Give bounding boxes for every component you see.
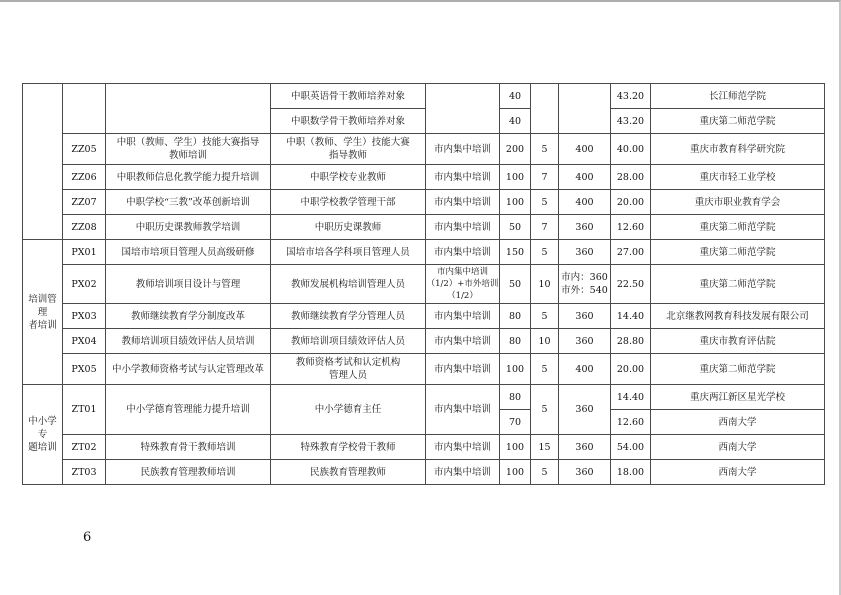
- cell-count: 100: [500, 460, 531, 485]
- cell-code: ZT02: [63, 435, 106, 460]
- table-row: [23, 329, 825, 354]
- cell-institution: 西南大学: [651, 435, 825, 460]
- cell-institution: 重庆市轻工业学校: [651, 165, 825, 190]
- table-row: [23, 84, 825, 109]
- cell-training-name: 中职（教师、学生）技能大赛指导 教师培训: [106, 134, 271, 165]
- cell-audience: 中职数学骨干教师培养对象: [271, 109, 426, 134]
- cell-count: 80: [500, 385, 531, 410]
- cell-training-name: 中职历史课教师教学培训: [106, 215, 271, 240]
- cell-count: 50: [500, 265, 531, 304]
- cell-hours: 市内：360 市外：540: [559, 265, 611, 304]
- cell-category: 中小学专 题培训: [23, 385, 63, 485]
- cell-days: [531, 84, 559, 134]
- cell-hours: 400: [559, 165, 611, 190]
- cell-code: PX01: [63, 240, 106, 265]
- cell-training-form: 市内集中培训: [426, 435, 500, 460]
- cell-fee: 28.00: [611, 165, 651, 190]
- cell-code: [63, 84, 106, 134]
- cell-fee: 12.60: [611, 215, 651, 240]
- cell-days: 5: [531, 460, 559, 485]
- cell-institution: 长江师范学院: [651, 84, 825, 109]
- cell-days: 7: [531, 215, 559, 240]
- cell-hours: 360: [559, 304, 611, 329]
- cell-training-name: 国培市培项目管理人员高级研修: [106, 240, 271, 265]
- cell-hours: 400: [559, 354, 611, 385]
- cell-fee: 18.00: [611, 460, 651, 485]
- cell-training-form: 市内集中培训: [426, 354, 500, 385]
- cell-audience: 教师发展机构培训管理人员: [271, 265, 426, 304]
- table-row: [23, 165, 825, 190]
- cell-code: PX03: [63, 304, 106, 329]
- cell-count: 40: [500, 109, 531, 134]
- cell-institution: 重庆两江新区星光学校: [651, 385, 825, 410]
- cell-training-form: 市内集中培训: [426, 460, 500, 485]
- cell-hours: 360: [559, 435, 611, 460]
- cell-training-form: 市内集中培训: [426, 304, 500, 329]
- cell-training-name: 中小学教师资格考试与认定管理改革: [106, 354, 271, 385]
- cell-training-form: 市内集中培训 （1/2）+市外培训 （1/2）: [426, 265, 500, 304]
- cell-days: 7: [531, 165, 559, 190]
- cell-code: PX04: [63, 329, 106, 354]
- cell-audience: 教师继续教育学分管理人员: [271, 304, 426, 329]
- cell-fee: 12.60: [611, 410, 651, 435]
- cell-code: PX05: [63, 354, 106, 385]
- cell-institution: 重庆第二师范学院: [651, 215, 825, 240]
- cell-institution: 重庆第二师范学院: [651, 354, 825, 385]
- cell-count: 40: [500, 84, 531, 109]
- cell-count: 100: [500, 354, 531, 385]
- cell-training-form: 市内集中培训: [426, 190, 500, 215]
- cell-training-form: 市内集中培训: [426, 215, 500, 240]
- cell-code: ZZ08: [63, 215, 106, 240]
- cell-audience: 中职（教师、学生）技能大赛 指导教师: [271, 134, 426, 165]
- cell-fee: 40.00: [611, 134, 651, 165]
- cell-training-name: 中小学德育管理能力提升培训: [106, 385, 271, 435]
- cell-audience: 民族教育管理教师: [271, 460, 426, 485]
- table-row: [23, 354, 825, 385]
- cell-days: 5: [531, 134, 559, 165]
- page-number: 6: [83, 530, 92, 545]
- cell-count: 70: [500, 410, 531, 435]
- cell-fee: 28.80: [611, 329, 651, 354]
- cell-training-name: 教师培训项目绩效评估人员培训: [106, 329, 271, 354]
- cell-fee: 54.00: [611, 435, 651, 460]
- cell-training-name: 中职学校“三教”改革创新培训: [106, 190, 271, 215]
- cell-count: 150: [500, 240, 531, 265]
- cell-fee: 27.00: [611, 240, 651, 265]
- table-row: [23, 265, 825, 304]
- cell-training-name: 教师培训项目设计与管理: [106, 265, 271, 304]
- cell-institution: 重庆第二师范学院: [651, 265, 825, 304]
- cell-code: ZZ06: [63, 165, 106, 190]
- table-row: [23, 190, 825, 215]
- cell-institution: 重庆第二师范学院: [651, 109, 825, 134]
- cell-training-form: 市内集中培训: [426, 385, 500, 435]
- cell-hours: 400: [559, 190, 611, 215]
- cell-training-name: 特殊教育骨干教师培训: [106, 435, 271, 460]
- cell-fee: 43.20: [611, 84, 651, 109]
- cell-code: ZT03: [63, 460, 106, 485]
- cell-hours: 360: [559, 329, 611, 354]
- cell-code: ZT01: [63, 385, 106, 435]
- training-table-body: [23, 84, 825, 485]
- cell-fee: 20.00: [611, 190, 651, 215]
- cell-hours: [559, 84, 611, 134]
- cell-audience: 教师资格考试和认定机构 管理人员: [271, 354, 426, 385]
- cell-days: 10: [531, 329, 559, 354]
- cell-count: 100: [500, 165, 531, 190]
- cell-count: 100: [500, 190, 531, 215]
- cell-fee: 20.00: [611, 354, 651, 385]
- cell-count: 80: [500, 329, 531, 354]
- cell-code: ZZ05: [63, 134, 106, 165]
- cell-days: 5: [531, 190, 559, 215]
- cell-audience: 特殊教育学校骨干教师: [271, 435, 426, 460]
- cell-days: 10: [531, 265, 559, 304]
- cell-days: 15: [531, 435, 559, 460]
- cell-count: 80: [500, 304, 531, 329]
- cell-training-form: 市内集中培训: [426, 240, 500, 265]
- cell-audience: 中职学校教学管理干部: [271, 190, 426, 215]
- cell-institution: 重庆市教育评估院: [651, 329, 825, 354]
- cell-audience: 教师培训项目绩效评估人员: [271, 329, 426, 354]
- training-table: [22, 83, 825, 485]
- cell-audience: 中小学德育主任: [271, 385, 426, 435]
- cell-days: 5: [531, 304, 559, 329]
- cell-days: 5: [531, 354, 559, 385]
- cell-audience: 中职历史课教师: [271, 215, 426, 240]
- cell-institution: 西南大学: [651, 410, 825, 435]
- cell-training-name: 教师继续教育学分制度改革: [106, 304, 271, 329]
- cell-institution: 重庆第二师范学院: [651, 240, 825, 265]
- table-row: [23, 304, 825, 329]
- cell-audience: 中职学校专业教师: [271, 165, 426, 190]
- cell-fee: 22.50: [611, 265, 651, 304]
- cell-code: PX02: [63, 265, 106, 304]
- cell-category: 培训管理 者培训: [23, 240, 63, 385]
- cell-training-form: 市内集中培训: [426, 329, 500, 354]
- cell-hours: 400: [559, 134, 611, 165]
- cell-count: 100: [500, 435, 531, 460]
- cell-count: 50: [500, 215, 531, 240]
- cell-training-name: [106, 84, 271, 134]
- cell-audience: 中职英语骨干教师培养对象: [271, 84, 426, 109]
- cell-days: 5: [531, 385, 559, 435]
- cell-institution: 重庆市职业教育学会: [651, 190, 825, 215]
- cell-training-form: 市内集中培训: [426, 165, 500, 190]
- cell-training-name: 中职教师信息化教学能力提升培训: [106, 165, 271, 190]
- cell-training-name: 民族教育管理教师培训: [106, 460, 271, 485]
- cell-hours: 360: [559, 240, 611, 265]
- cell-training-form: 市内集中培训: [426, 134, 500, 165]
- table-row: [23, 435, 825, 460]
- cell-days: 5: [531, 240, 559, 265]
- table-row: [23, 240, 825, 265]
- cell-training-form: [426, 84, 500, 134]
- cell-count: 200: [500, 134, 531, 165]
- cell-hours: 360: [559, 385, 611, 435]
- table-row: [23, 385, 825, 410]
- cell-institution: 北京继教网教育科技发展有限公司: [651, 304, 825, 329]
- cell-fee: 14.40: [611, 304, 651, 329]
- cell-fee: 14.40: [611, 385, 651, 410]
- table-row: [23, 460, 825, 485]
- cell-fee: 43.20: [611, 109, 651, 134]
- cell-code: ZZ07: [63, 190, 106, 215]
- table-row: [23, 215, 825, 240]
- cell-hours: 360: [559, 215, 611, 240]
- cell-institution: 重庆市教育科学研究院: [651, 134, 825, 165]
- cell-category: [23, 84, 63, 240]
- cell-institution: 西南大学: [651, 460, 825, 485]
- cell-audience: 国培市培各学科项目管理人员: [271, 240, 426, 265]
- table-row: [23, 134, 825, 165]
- cell-hours: 360: [559, 460, 611, 485]
